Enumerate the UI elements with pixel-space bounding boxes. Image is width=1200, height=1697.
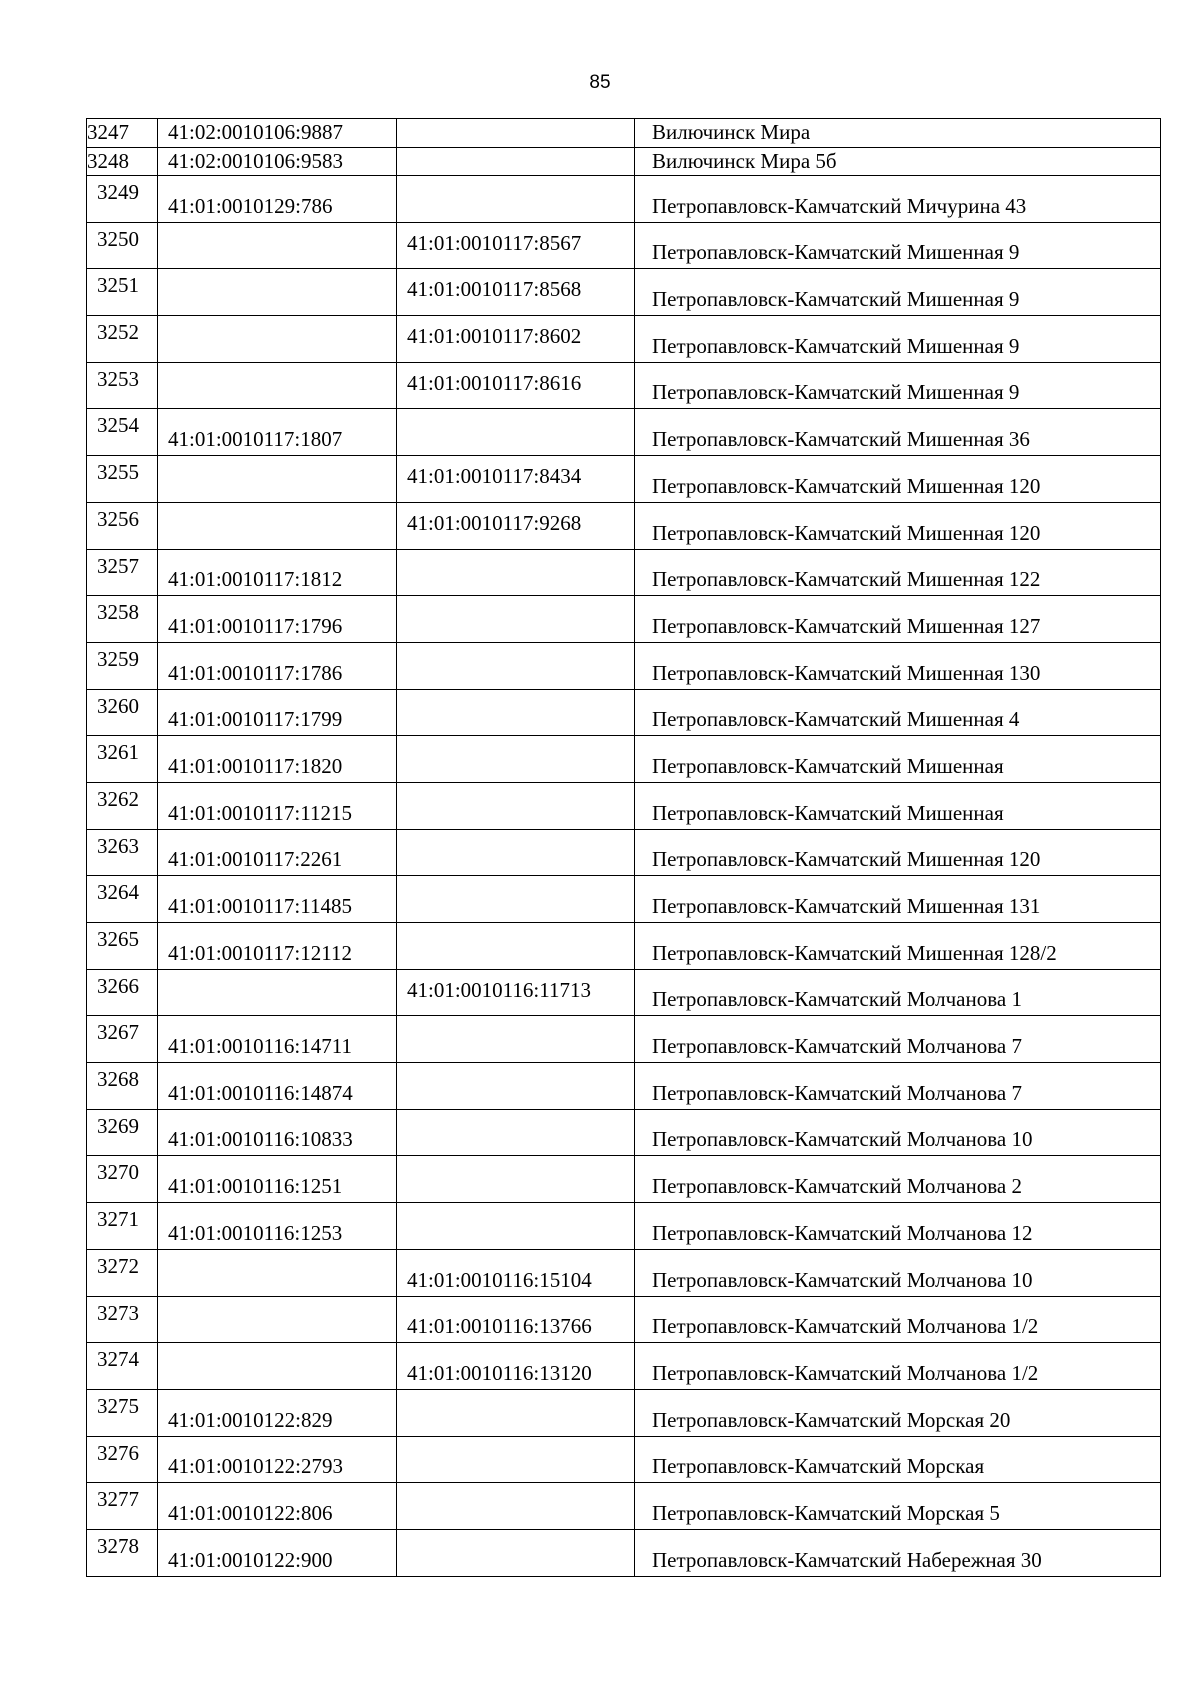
address-cell xyxy=(635,969,1161,1016)
cadastral-number-cell xyxy=(158,736,397,783)
address-text: Петропавловск-Камчатский Молчанова 1/2 xyxy=(652,1314,1039,1339)
cadastral-number-secondary-text: 41:01:0010117:9268 xyxy=(407,510,582,535)
cadastral-number-cell xyxy=(158,689,397,736)
row-number-cell xyxy=(87,1343,158,1390)
cadastral-number-secondary-text: 41:01:0010116:15104 xyxy=(407,1267,592,1292)
cadastral-number-cell xyxy=(158,596,397,643)
cadastral-number-secondary-cell xyxy=(397,923,635,970)
row-number-text: 3251 xyxy=(97,273,139,298)
cadastral-number-cell xyxy=(158,876,397,923)
cadastral-number-secondary-cell xyxy=(397,222,635,269)
row-number-cell xyxy=(87,147,158,176)
cadastral-number-cell xyxy=(158,269,397,316)
row-number-cell xyxy=(87,969,158,1016)
table-row xyxy=(87,222,1161,269)
row-number-cell xyxy=(87,1389,158,1436)
address-cell xyxy=(635,502,1161,549)
address-text: Петропавловск-Камчатский Молчанова 1 xyxy=(652,987,1022,1012)
cadastral-number-cell xyxy=(158,969,397,1016)
cadastral-number-secondary-text xyxy=(397,1431,634,1436)
cadastral-number-text: 41:01:0010117:2261 xyxy=(168,847,343,872)
cadastral-number-secondary-cell xyxy=(397,1389,635,1436)
cadastral-number-cell xyxy=(158,782,397,829)
cadastral-number-text: 41:01:0010117:1786 xyxy=(168,660,343,685)
row-number-text: 3261 xyxy=(97,740,139,765)
address-cell xyxy=(635,269,1161,316)
table-row xyxy=(87,1109,1161,1156)
cadastral-number-cell xyxy=(158,1249,397,1296)
row-number-text: 3268 xyxy=(97,1067,139,1092)
cadastral-number-text: 41:02:0010106:9583 xyxy=(168,148,344,173)
cadastral-number-text: 41:01:0010117:11485 xyxy=(168,894,352,918)
table-row xyxy=(87,596,1161,643)
address-cell xyxy=(635,1249,1161,1296)
table-row xyxy=(87,147,1161,176)
address-text: Вилючинск Мира xyxy=(652,120,811,145)
table-row xyxy=(87,1156,1161,1203)
row-number-text: 3257 xyxy=(97,553,139,578)
address-text: Петропавловск-Камчатский Молчанова 12 xyxy=(652,1220,1033,1245)
page-number: 85 xyxy=(589,72,611,93)
cadastral-number-secondary-text: 41:01:0010116:13120 xyxy=(407,1360,592,1385)
address-cell xyxy=(635,1436,1161,1483)
row-number-text: 3274 xyxy=(97,1347,139,1372)
row-number-cell xyxy=(87,1203,158,1250)
row-number-text: 3253 xyxy=(97,366,139,391)
cadastral-number-secondary-cell xyxy=(397,1296,635,1343)
table-row xyxy=(87,829,1161,876)
address-text: Вилючинск Мира 5б xyxy=(652,148,837,173)
row-number-cell xyxy=(87,222,158,269)
cadastral-number-text xyxy=(158,403,396,408)
table-row xyxy=(87,1343,1161,1390)
row-number-text: 3248 xyxy=(87,148,129,173)
address-text: Петропавловск-Камчатский Молчанова 2 xyxy=(652,1174,1022,1199)
address-cell xyxy=(635,1296,1161,1343)
row-number-cell xyxy=(87,642,158,689)
cadastral-number-secondary-text: 41:01:0010117:8616 xyxy=(407,370,582,395)
address-cell xyxy=(635,147,1161,176)
row-number-text: 3252 xyxy=(97,320,139,345)
table-row xyxy=(87,876,1161,923)
cadastral-number-secondary-cell xyxy=(397,1016,635,1063)
cadastral-number-cell xyxy=(158,316,397,363)
table-row xyxy=(87,1249,1161,1296)
cadastral-number-secondary-text xyxy=(397,1197,634,1202)
row-number-cell xyxy=(87,1109,158,1156)
cadastral-number-text: 41:02:0010106:9887 xyxy=(168,120,344,145)
cadastral-number-secondary-cell xyxy=(397,1436,635,1483)
cadastral-number-cell xyxy=(158,409,397,456)
address-cell xyxy=(635,119,1161,148)
table-row xyxy=(87,1016,1161,1063)
row-number-cell xyxy=(87,923,158,970)
cadastral-number-secondary-text xyxy=(397,777,634,782)
cadastral-number-text: 41:01:0010122:900 xyxy=(168,1547,333,1572)
cadastral-number-secondary-cell xyxy=(397,642,635,689)
cadastral-number-cell xyxy=(158,1389,397,1436)
address-text: Петропавловск-Камчатский Мишенная 9 xyxy=(652,240,1020,265)
cadastral-number-secondary-cell xyxy=(397,689,635,736)
address-cell xyxy=(635,1109,1161,1156)
table-row xyxy=(87,1483,1161,1530)
row-number-cell xyxy=(87,362,158,409)
cadastral-number-secondary-text xyxy=(397,637,634,642)
row-number-text: 3271 xyxy=(97,1207,139,1232)
row-number-cell xyxy=(87,689,158,736)
address-cell xyxy=(635,736,1161,783)
cadastral-number-secondary-cell xyxy=(397,1343,635,1390)
cadastral-number-text xyxy=(158,1337,396,1342)
address-text: Петропавловск-Камчатский Молчанова 10 xyxy=(652,1127,1033,1152)
cadastral-number-secondary-cell xyxy=(397,876,635,923)
address-text: Петропавловск-Камчатский Мишенная 131 xyxy=(652,894,1041,918)
address-text: Петропавловск-Камчатский Молчанова 7 xyxy=(652,1080,1022,1105)
cadastral-number-secondary-cell xyxy=(397,409,635,456)
row-number-cell xyxy=(87,502,158,549)
cadastral-number-text: 41:01:0010116:14711 xyxy=(168,1034,352,1059)
row-number-text: 3247 xyxy=(87,120,129,145)
cadastral-number-secondary-cell xyxy=(397,782,635,829)
address-text: Петропавловск-Камчатский Молчанова 7 xyxy=(652,1034,1022,1059)
cadastral-number-text: 41:01:0010116:14874 xyxy=(168,1080,353,1105)
cadastral-number-text: 41:01:0010116:1251 xyxy=(168,1174,343,1199)
table-row xyxy=(87,1063,1161,1110)
table-row xyxy=(87,1436,1161,1483)
table-row xyxy=(87,176,1161,223)
address-cell xyxy=(635,1389,1161,1436)
cadastral-number-secondary-cell xyxy=(397,119,635,148)
cadastral-number-secondary-cell xyxy=(397,829,635,876)
row-number-text: 3266 xyxy=(97,973,139,998)
cadastral-number-text: 41:01:0010117:12112 xyxy=(168,940,352,965)
row-number-cell xyxy=(87,1483,158,1530)
row-number-text: 3255 xyxy=(97,460,139,485)
address-cell xyxy=(635,876,1161,923)
cadastral-number-secondary-text xyxy=(397,1244,634,1249)
table-row xyxy=(87,736,1161,783)
cadastral-number-cell xyxy=(158,1483,397,1530)
cadastral-number-secondary-cell xyxy=(397,1203,635,1250)
cadastral-number-cell xyxy=(158,147,397,176)
registry-table-body xyxy=(87,119,1161,1577)
registry-table xyxy=(86,118,1161,1577)
cadastral-number-secondary-text xyxy=(397,1571,634,1576)
cadastral-number-cell xyxy=(158,222,397,269)
address-cell xyxy=(635,1483,1161,1530)
row-number-cell xyxy=(87,549,158,596)
address-cell xyxy=(635,782,1161,829)
cadastral-number-secondary-cell xyxy=(397,176,635,223)
cadastral-number-text: 41:01:0010122:829 xyxy=(168,1407,333,1432)
cadastral-number-cell xyxy=(158,362,397,409)
address-cell xyxy=(635,642,1161,689)
row-number-cell xyxy=(87,876,158,923)
cadastral-number-secondary-text xyxy=(397,730,634,735)
row-number-cell xyxy=(87,176,158,223)
cadastral-number-secondary-text xyxy=(397,1477,634,1482)
address-text: Петропавловск-Камчатский Мишенная 122 xyxy=(652,567,1041,592)
table-row xyxy=(87,689,1161,736)
cadastral-number-secondary-cell xyxy=(397,269,635,316)
row-number-cell xyxy=(87,1436,158,1483)
row-number-cell xyxy=(87,1296,158,1343)
row-number-cell xyxy=(87,119,158,148)
address-text: Петропавловск-Камчатский Мишенная 9 xyxy=(652,287,1020,312)
row-number-text: 3260 xyxy=(97,693,139,718)
row-number-text: 3273 xyxy=(97,1300,139,1325)
address-cell xyxy=(635,829,1161,876)
cadastral-number-secondary-text xyxy=(397,1524,634,1529)
table-row xyxy=(87,316,1161,363)
cadastral-number-secondary-cell xyxy=(397,736,635,783)
row-number-cell xyxy=(87,1016,158,1063)
address-cell xyxy=(635,596,1161,643)
address-cell xyxy=(635,549,1161,596)
cadastral-number-cell xyxy=(158,456,397,503)
cadastral-number-cell xyxy=(158,1063,397,1110)
cadastral-number-secondary-cell xyxy=(397,1156,635,1203)
address-text: Петропавловск-Камчатский Мишенная 120 xyxy=(652,847,1041,872)
cadastral-number-cell xyxy=(158,502,397,549)
cadastral-number-secondary-cell xyxy=(397,1109,635,1156)
table-row xyxy=(87,642,1161,689)
address-text: Петропавловск-Камчатский Молчанова 1/2 xyxy=(652,1360,1039,1385)
address-text: Петропавловск-Камчатский Морская xyxy=(652,1454,985,1479)
address-cell xyxy=(635,456,1161,503)
cadastral-number-secondary-cell xyxy=(397,147,635,176)
cadastral-number-secondary-text xyxy=(397,824,634,829)
row-number-cell xyxy=(87,736,158,783)
table-row xyxy=(87,119,1161,148)
row-number-cell xyxy=(87,456,158,503)
cadastral-number-secondary-text xyxy=(397,917,634,922)
row-number-text: 3254 xyxy=(97,413,139,438)
cadastral-number-cell xyxy=(158,1343,397,1390)
cadastral-number-secondary-cell xyxy=(397,456,635,503)
cadastral-number-text: 41:01:0010117:1820 xyxy=(168,753,343,778)
cadastral-number-text: 41:01:0010117:1799 xyxy=(168,707,343,732)
cadastral-number-secondary-text xyxy=(397,684,634,689)
cadastral-number-cell xyxy=(158,1436,397,1483)
row-number-cell xyxy=(87,409,158,456)
cadastral-number-secondary-cell xyxy=(397,362,635,409)
cadastral-number-text xyxy=(158,1291,396,1296)
address-cell xyxy=(635,362,1161,409)
address-text: Петропавловск-Камчатский Морская 5 xyxy=(652,1500,1000,1525)
row-number-text: 3263 xyxy=(97,833,139,858)
cadastral-number-secondary-text: 41:01:0010117:8434 xyxy=(407,464,582,489)
cadastral-number-cell xyxy=(158,923,397,970)
row-number-cell xyxy=(87,1249,158,1296)
table-row xyxy=(87,969,1161,1016)
cadastral-number-text: 41:01:0010122:2793 xyxy=(168,1454,344,1479)
table-row xyxy=(87,1203,1161,1250)
address-text: Петропавловск-Камчатский Мишенная 9 xyxy=(652,333,1020,358)
cadastral-number-secondary-cell xyxy=(397,549,635,596)
row-number-cell xyxy=(87,596,158,643)
address-cell xyxy=(635,923,1161,970)
address-cell xyxy=(635,1016,1161,1063)
cadastral-number-secondary-cell xyxy=(397,1063,635,1110)
cadastral-number-secondary-text: 41:01:0010117:8602 xyxy=(407,324,582,349)
cadastral-number-cell xyxy=(158,829,397,876)
cadastral-number-secondary-text xyxy=(397,217,634,222)
address-text: Петропавловск-Камчатский Мишенная xyxy=(652,753,1004,778)
row-number-cell xyxy=(87,782,158,829)
table-row xyxy=(87,409,1161,456)
cadastral-number-text xyxy=(158,1384,396,1389)
table-row xyxy=(87,456,1161,503)
address-text: Петропавловск-Камчатский Мишенная 4 xyxy=(652,707,1020,732)
table-row xyxy=(87,1296,1161,1343)
row-number-text: 3262 xyxy=(97,786,139,811)
address-cell xyxy=(635,1156,1161,1203)
cadastral-number-text: 41:01:0010117:11215 xyxy=(168,800,352,825)
table-row xyxy=(87,362,1161,409)
cadastral-number-text: 41:01:0010116:10833 xyxy=(168,1127,353,1152)
row-number-cell xyxy=(87,316,158,363)
row-number-cell xyxy=(87,1529,158,1576)
address-cell xyxy=(635,409,1161,456)
cadastral-number-cell xyxy=(158,119,397,148)
cadastral-number-text xyxy=(158,263,396,268)
row-number-text: 3264 xyxy=(97,880,139,905)
row-number-text: 3249 xyxy=(97,180,139,204)
row-number-text: 3272 xyxy=(97,1253,139,1278)
cadastral-number-secondary-cell xyxy=(397,1529,635,1576)
cadastral-number-secondary-text: 41:01:0010116:11713 xyxy=(407,977,591,1002)
cadastral-number-text: 41:01:0010122:806 xyxy=(168,1500,333,1525)
cadastral-number-cell xyxy=(158,1203,397,1250)
cadastral-number-secondary-text: 41:01:0010117:8567 xyxy=(407,230,582,255)
row-number-text: 3275 xyxy=(97,1393,139,1418)
table-row xyxy=(87,502,1161,549)
table-row xyxy=(87,782,1161,829)
address-cell xyxy=(635,689,1161,736)
cadastral-number-text: 41:01:0010116:1253 xyxy=(168,1220,343,1245)
cadastral-number-cell xyxy=(158,642,397,689)
cadastral-number-text xyxy=(158,310,396,315)
table-row xyxy=(87,549,1161,596)
address-text: Петропавловск-Камчатский Морская 20 xyxy=(652,1407,1011,1432)
cadastral-number-cell xyxy=(158,1529,397,1576)
address-text: Петропавловск-Камчатский Мишенная 120 xyxy=(652,520,1041,545)
row-number-text: 3259 xyxy=(97,646,139,671)
cadastral-number-secondary-cell xyxy=(397,1483,635,1530)
row-number-text: 3267 xyxy=(97,1020,139,1045)
row-number-cell xyxy=(87,1063,158,1110)
row-number-text: 3250 xyxy=(97,226,139,251)
cadastral-number-cell xyxy=(158,1016,397,1063)
cadastral-number-secondary-cell xyxy=(397,1249,635,1296)
cadastral-number-secondary-text xyxy=(397,1150,634,1155)
cadastral-number-text xyxy=(158,1010,396,1015)
address-cell xyxy=(635,1203,1161,1250)
cadastral-number-secondary-text: 41:01:0010116:13766 xyxy=(407,1314,592,1339)
address-cell xyxy=(635,1063,1161,1110)
address-cell xyxy=(635,222,1161,269)
cadastral-number-text: 41:01:0010129:786 xyxy=(168,193,333,218)
row-number-text: 3270 xyxy=(97,1160,139,1185)
address-text: Петропавловск-Камчатский Мишенная 120 xyxy=(652,473,1041,498)
cadastral-number-cell xyxy=(158,549,397,596)
address-text: Петропавловск-Камчатский Мишенная 36 xyxy=(652,427,1030,452)
cadastral-number-secondary-cell xyxy=(397,502,635,549)
cadastral-number-secondary-cell xyxy=(397,596,635,643)
address-cell xyxy=(635,176,1161,223)
cadastral-number-text xyxy=(158,497,396,502)
row-number-cell xyxy=(87,269,158,316)
address-text: Петропавловск-Камчатский Набережная 30 xyxy=(652,1547,1042,1572)
row-number-cell xyxy=(87,829,158,876)
table-row xyxy=(87,1529,1161,1576)
cadastral-number-text: 41:01:0010117:1807 xyxy=(168,427,343,452)
cadastral-number-secondary-text xyxy=(397,1104,634,1109)
address-cell xyxy=(635,316,1161,363)
row-number-text: 3258 xyxy=(97,600,139,625)
cadastral-number-cell xyxy=(158,1296,397,1343)
row-number-text: 3256 xyxy=(97,506,139,531)
cadastral-number-cell xyxy=(158,1156,397,1203)
cadastral-number-cell xyxy=(158,1109,397,1156)
cadastral-number-text xyxy=(158,544,396,549)
cadastral-number-text: 41:01:0010117:1812 xyxy=(168,567,343,592)
cadastral-number-secondary-text xyxy=(397,450,634,455)
cadastral-number-secondary-text xyxy=(397,1057,634,1062)
address-text: Петропавловск-Камчатский Мишенная 127 xyxy=(652,613,1041,638)
row-number-text: 3278 xyxy=(97,1533,139,1558)
table-row xyxy=(87,923,1161,970)
cadastral-number-secondary-cell xyxy=(397,316,635,363)
address-text: Петропавловск-Камчатский Мишенная 9 xyxy=(652,380,1020,405)
address-text: Петропавловск-Камчатский Мишенная xyxy=(652,800,1004,825)
cadastral-number-secondary-text xyxy=(397,964,634,969)
cadastral-number-secondary-cell xyxy=(397,969,635,1016)
cadastral-number-text: 41:01:0010117:1796 xyxy=(168,613,343,638)
row-number-text: 3265 xyxy=(97,927,139,951)
row-number-text: 3277 xyxy=(97,1487,139,1512)
address-text: Петропавловск-Камчатский Молчанова 10 xyxy=(652,1267,1033,1292)
cadastral-number-secondary-text xyxy=(397,870,634,875)
address-text: Петропавловск-Камчатский Мичурина 43 xyxy=(652,193,1027,218)
row-number-text: 3276 xyxy=(97,1440,139,1465)
cadastral-number-secondary-text: 41:01:0010117:8568 xyxy=(407,277,582,302)
address-text: Петропавловск-Камчатский Мишенная 130 xyxy=(652,660,1041,685)
address-text: Петропавловск-Камчатский Мишенная 128/2 xyxy=(652,940,1057,965)
table-row xyxy=(87,269,1161,316)
row-number-text: 3269 xyxy=(97,1113,139,1138)
cadastral-number-secondary-text xyxy=(397,590,634,595)
address-cell xyxy=(635,1343,1161,1390)
cadastral-number-text xyxy=(158,357,396,362)
row-number-cell xyxy=(87,1156,158,1203)
address-cell xyxy=(635,1529,1161,1576)
table-row xyxy=(87,1389,1161,1436)
cadastral-number-cell xyxy=(158,176,397,223)
